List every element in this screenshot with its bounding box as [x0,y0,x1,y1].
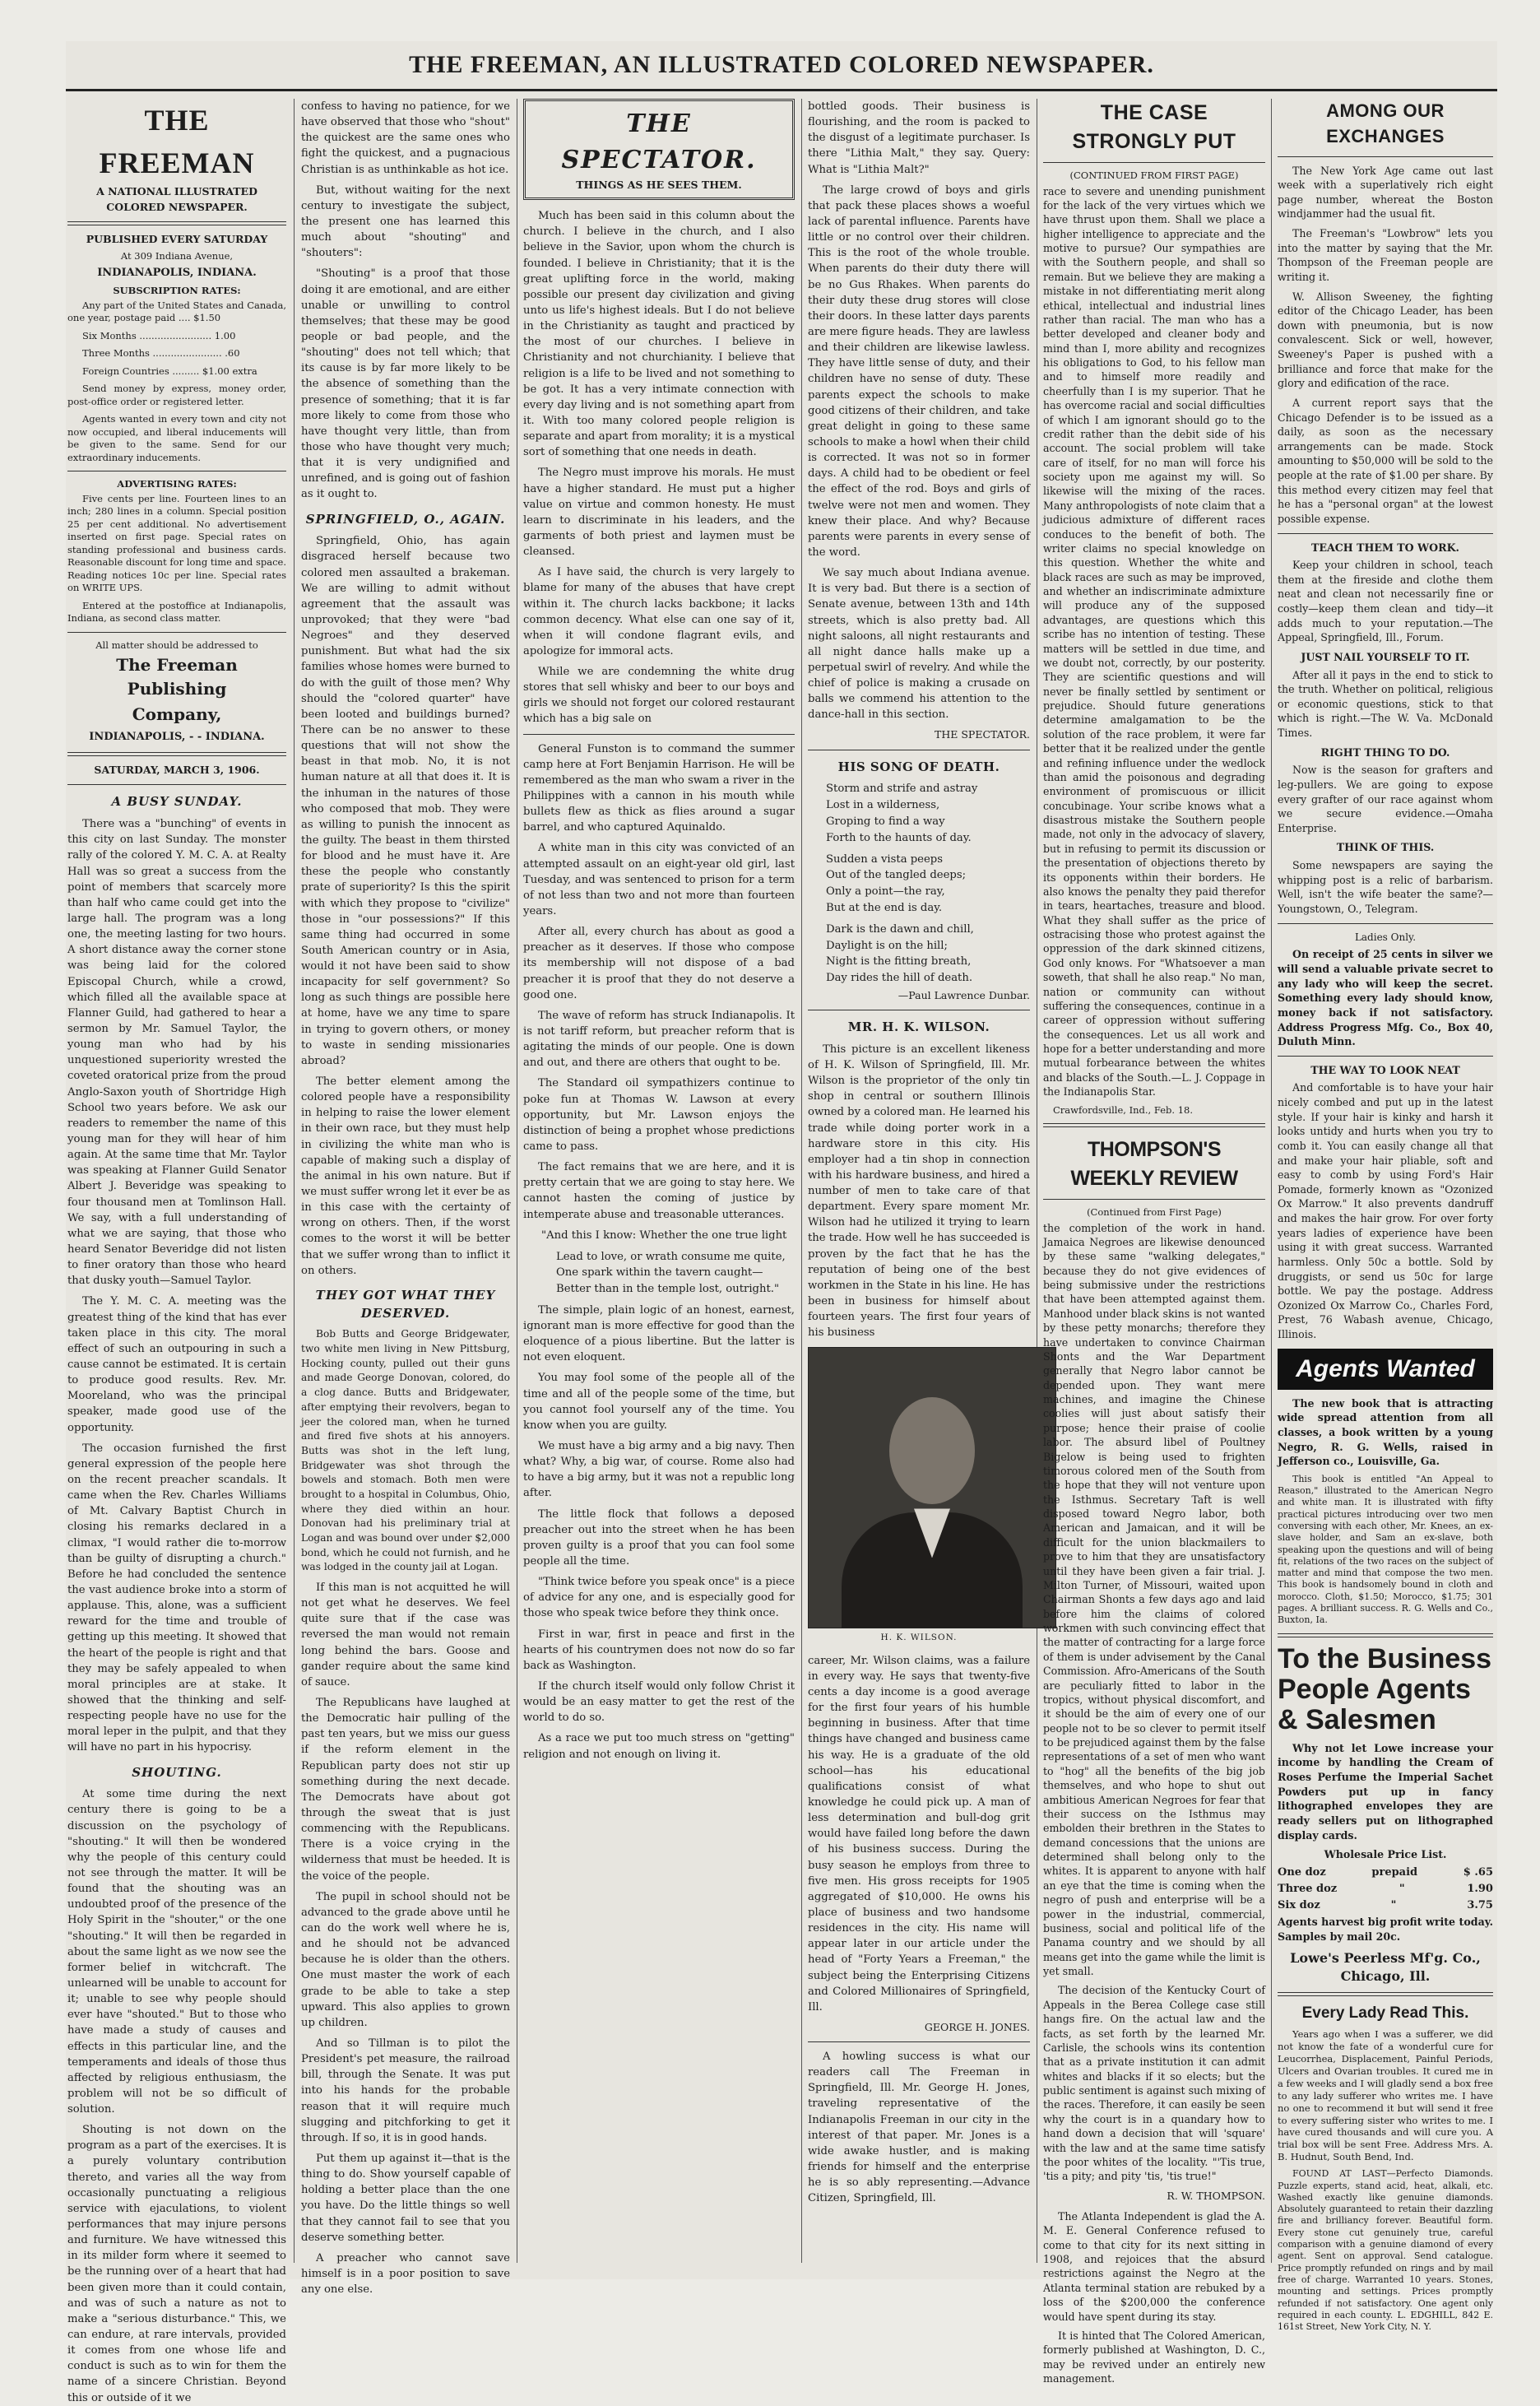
poem-signature: —Paul Lawrence Dunbar. [898,988,1030,1001]
divider [1278,1056,1493,1057]
divider [1278,1992,1493,1996]
heading-think: THINK OF THIS. [1336,841,1435,854]
column-rule [801,99,802,2263]
company-name-2: Company, [132,704,222,725]
article-paragraph: "Shouting" is a proof that those doing it are emotional, and are either unable or unwilling to control themselves; that these may be good people or bad people, and the "shouting" does not tell which; that its cause is by far more likely to be the absence of something than the presence of something; that it is far more likely to come from those who have thought very little, than from those who have thought very much; that it is very undignified and unrefined, and is going out of fashion as it ought to. [301,267,510,501]
article-paragraph: The Negro must improve his morals. He must have a higher standard. He must put a higher value on virtue and common honesty. He must learn to discriminate in his leaders, and the garments of both priest and laymen must be cleansed. [523,467,795,559]
article-paragraph: While we are condemning the white drug stores that sell whisky and beer to our boys and girls we should not forget our colored restaurant which has a big sale on [523,666,795,726]
divider [67,752,286,756]
article-paragraph: At some time during the next century there is going to be a discussion on the psychology of "shouting." It will then be wondered why the people of this century could not see through the matter. It will be found that the shouting was an undoubted proof of the presence of the Holy Spirit in the "shouter," or the one "shouting." It will then be regarded in about the same light as we now see the former belief in witchcraft. The unlearned will be unable to account for it; unable to see why people should ever have "shouted." But to those who have made a study of causes and effects in this particular line, and the temperaments and ideals of those thus affected by religious enthusiasm, the problem will not be so difficult of solution. [67,1788,286,2116]
subscription-line: Any part of the United States and Canada, one year, postage paid .... $1.50 [67,299,286,324]
verse-line: Lead to love, or wrath consume me quite, [556,1250,786,1263]
article-paragraph: As a race we put too much stress on "getting" religion and not enough on living it. [523,1732,795,1761]
article-paragraph: We must have a big army and a big navy. Then what? Why, a big war, of course. Rome also had to have a big army, but it was not a republic long after. [523,1440,795,1500]
poem-heading: HIS SONG OF DEATH. [837,759,1000,774]
spectator-subtitle: THINGS AS HE SEES THEM. [576,179,742,191]
address-line: At 309 Indiana Avenue, [120,249,234,262]
price-row [1278,1898,1493,1913]
divider [1278,156,1493,157]
poem-line: Dark is the dawn and chill, [826,922,974,936]
article-paragraph: First in war, first in peace and first in the hearts of his countrymen does not now do so far back as Washington. [523,1628,795,1672]
article-heading-springfield: SPRINGFIELD, O., AGAIN. [305,511,506,527]
subscription-heading: SUBSCRIPTION RATES: [113,285,241,297]
ad-text-business: Why not let Lowe increase your income by handling the Cream of Roses Perfume the Imperial Sachet Powders put up in fancy lithographed envelopes they are ready sellers put on lithographed display cards. [1278,1741,1493,1842]
poem-line: Forth to the haunts of day. [826,831,972,844]
poem-line: Sudden a vista peeps [826,852,944,866]
price-amount: 1.90 [1467,1882,1493,1895]
price-qty: Six doz [1278,1899,1320,1912]
article-paragraph: The simple, plain logic of an honest, earnest, ignorant man is more effective for good than the eloquence of a pious libertine. But the latter is not even eloquent. [523,1303,795,1364]
portrait-photo [808,1347,1056,1628]
price-row [1278,1865,1493,1880]
article-heading-shouting: SHOUTING. [132,1764,222,1780]
article-paragraph: Bob Butts and George Bridgewater, two white men living in New Pittsburg, Hocking county, pulled out their guns and made George Donovan, colored, do a clog dance. Butts and Bridgewater, after emptying their revolvers, began to jeer the colored man, when he turned and fired five shots at his annoyers. Butts was shot in the left lung, Bridgewater was shot through the bowels and stomach. Both men were brought to a hospital in Columbus, Ohio, where they died within an hour. Donovan had his preliminary trial at Logan and was bound over under $2,000 bond, which he could not furnish, and he was lodged in the county jail at Logan. [301,1328,510,1573]
article-paragraph: As I have said, the church is very largely to blame for many of the abuses that have crept within it. The church lacks backbone; it lacks common decency. What else can one say of it, when it will condone flagrant evils, and apologize for immoral acts. [523,566,795,657]
article-paragraph: Now is the season for grafters and leg-pullers. We are going to expose every grafter of our race against whom we secure evidence.—Omaha Enterprise. [1278,764,1493,834]
verse-line: "And this I know: Whether the one true light [541,1229,787,1242]
column-rule [294,99,295,2263]
spectator-title: THE SPECTATOR. [561,109,757,174]
continued-note: (Continued from First Page) [1087,1206,1222,1219]
article-paragraph: Springfield, Ohio, has again disgraced herself because two colored men assaulted a brakeman. We are willing to admit without agreement that the assault was unprovoked; that they were "bad Negroes" and they deserved punishment. But what had the six families whose homes were burned to do with the guilt of those men? Why should the "colored quarter" have been looted and buildings burned? There can be no answer to these questions that will not show the beast in that mob. No, it is not human nature at all that does it. It is the inhuman in the natures of those who composed that mob. They were as willing to punish the innocent as the guilty. The beast in them thirsted for blood and he must have it. Are these the people who constantly prate of superiority? Is this the spirit with which they propose to "civilize" those in "our possessions?" If this same thing had occurred in some South American country or in Asia, would it not have been said to show incapacity for self government? So long as such things are possible here at home, have we any time to spare in trying to govern others, or money to waste in sending missionaries abroad? [301,535,510,1067]
subscription-line: Send money by express, money order, post-office order or registered letter. [67,383,286,407]
article-paragraph: If the church itself would only follow Christ it would be an easy matter to get the rest of the world to do so. [523,1679,795,1725]
column-1 [67,99,286,2404]
article-paragraph: We say much about Indiana avenue. It is very bad. But there is a section of Senate avenue, between 13th and 14th streets, which is also pretty bad. All night saloons, all night restaurants and all night dance halls make up a perpetual swirl of revelry. And while the chief of police is making a crusade on balls we commend his attention to the dance-hall in this section. [808,567,1030,722]
article-paragraph: After all, every church has about as good a preacher as it deserves. If those who compose its membership will not dispose of a bad preacher it is proof that they do not deserve a good one. [523,926,795,1001]
agents-wanted-banner: Agents Wanted [1278,1349,1493,1390]
column-5 [1043,99,1265,2385]
issue-date: SATURDAY, MARCH 3, 1906. [94,764,260,777]
poem-line: Out of the tangled deeps; [826,869,967,882]
article-heading-deserved: THEY GOT WHAT THEY [315,1287,496,1303]
masthead-rule [66,89,1497,91]
ad-text-look-neat: And comfortable is to have your hair nicely combed and put up in the latest style. If your hair is kinky and harsh it looks untidy and hurts when you try to comb it. You can easily change all that and make your hair pliable, soft and easy to comb by using Ford's Hair Pomade, formerly known as "Ozonized Ox Marrow." It also prevents dandruff and makes the hair grow. For over forty years ladies of experience have been using it with great success. Warranted harmless. Only 50c a bottle. Sold by druggists, or send us 50c for large bottle. We pay the postage. Address Ozonized Ox Marrow Co., Charles Ford, Prest, 76 Wabash avenue, Chicago, Illinois. [1278,1081,1493,1341]
article-paragraph: But, without waiting for the next century to investigate the subject, the present one has learned this much about "shouting" and "shouters": [301,183,510,260]
subscription-line: Three Months ....................... .60 [82,347,240,360]
article-paragraph: The New York Age came out last week with a superlatively rich eight page number, whereat the Boston windjammer had the usual fit. [1278,164,1493,221]
advertising-heading: ADVERTISING RATES: [117,478,237,490]
article-paragraph: The Freeman's "Lowbrow" lets you into the matter by saying that the Mr. Thompson of the Freeman people are writing it. [1278,227,1493,283]
article-paragraph: The large crowd of boys and girls that pack these places shows a woeful lack of parental influence. Parents have little or no control over their children. This is the root of the whole trouble. When parents do their duty there will be no Gus Rhakes. When parents do their duty these drug stores will close their doors. In these latter days parents are mere figure heads. They are lawless and their children are likewise lawless. They have little sense of duty, and their children have no sense of duty. These parents expect the schools to make good citizens of their children, and take great delight in going to these same schools to make a howl when their child is corrected. It was not so in former days. A child had to be obedient or feel the effect of the rod. Boys and girls of twelve were not men and women. They knew their place. And why? Because parents were parents in every sense of the word. [808,183,1030,559]
article-paragraph: The Atlanta Independent is glad the A. M. E. General Conference refused to come to that city for its next sitting in 1908, and rejoices that the absurd restrictions against the Negro at the Atlanta terminal station are rebuked by a loss of the $200,000 the conference would have spent during its stay. [1043,2209,1265,2323]
subscription-line: Agents wanted in every town and city not now occupied, and liberal inducements will be given to the same. Send for our extraordinary inducements. [67,413,286,463]
article-heading-wilson: MR. H. K. WILSON. [847,1020,990,1035]
entered-notice: Entered at the postoffice at Indianapolis, Indiana, as second class matter. [67,599,286,625]
company-city: INDIANAPOLIS, - - INDIANA. [89,731,265,744]
article-paragraph: bottled goods. Their business is flourishing, and the room is packed to the disgust of a legitimate purchaser. Is there "Lithia Malt," they say. Query: What is "Lithia Malt?" [808,100,1030,176]
masthead: THE FREEMAN, AN ILLUSTRATED COLORED NEWSPAPER. [409,51,1154,78]
column-3 [523,99,795,2271]
ad-text-harvest: Agents harvest big profit write today. Samples by mail 20c. [1278,1916,1493,1943]
article-paragraph: General Funston is to command the summer camp here at Fort Benjamin Harrison. He will be remembered as the man who swam a river in the Philippines with a cannon in his mouth while bullets flew as thick as flies around a sugar barrel, and who captured Aquinaldo. [523,742,795,834]
article-signature: GEORGE H. JONES. [924,2020,1030,2033]
article-paragraph: If this man is not acquitted he will not get what he deserves. We feel quite sure that if the case was reversed the man would not remain long behind the bars. Goose and gander require about the same kind of sauce. [301,1582,510,1688]
article-heading-busy-sunday: A BUSY SUNDAY. [111,794,243,810]
addressed-line: All matter should be addressed to [95,639,258,651]
continued-note: (CONTINUED FROM FIRST PAGE) [1069,170,1239,181]
article-paragraph: The wave of reform has struck Indianapolis. It is not tariff reform, but preacher reform that is agitating the minds of our people. One is down and out, and there are others that ought to be. [523,1009,795,1070]
divider [1043,162,1265,163]
divider [1043,1123,1265,1127]
article-paragraph: You may fool some of the people all of the time and all of the people some of the time, but you cannot fool yourself any of the time. You know when you are guilty. [523,1372,795,1432]
subscription-line: Foreign Countries ......... $1.00 extra [82,365,257,377]
poem-line: Groping to find a way [826,815,945,828]
article-paragraph: Keep your children in school, teach them at the fireside and clothe them neat and clean not necessarily fine or costly—keep them clean and tidy—it adds much to your reputation.—The Appeal, Springfield, Ill., Forum. [1278,559,1493,644]
article-paragraph: A current report says that the Chicago Defender is to be issued as a daily, as soon as the necessary arrangements can be made. Stock amounting to $50,000 will be sold to the people at the rate of $1.00 per share. By this method every citizen may feel that he has a "personal organ" at the lowest possible expense. [1278,396,1493,525]
article-paragraph: There was a "bunching" of events in this city on last Sunday. The monster rally of the colored Y. M. C. A. at Realty Hall was so great a success from the point of members that scarcely more than half who came could get into the large hall. The program was a long one, the meeting lasting for two hours. A short distance away the corner stone was being laid for the colored Episcopal Church, while a crowd, which filled all the available space at Flanner Guild, had gathered to hear a sermon by Mr. Samuel Taylor, the young man who had by his unquestioned superiority wrested the coveted oratorical prize from the proud Anglo-Saxon youth of Shortridge High School two years before. We ask our readers to remember the name of this young man for they will hear of him again. At the same time that Mr. Taylor was speaking at Flanner Guild Senator Albert J. Beveridge was speaking to four thousand men at Tomlinson Hall. We say, with a full understanding of what we are saying, that those who heard Senator Beveridge did not listen to finer oratory than those who heard that dusky youth—Samuel Taylor. [67,818,286,1288]
article-paragraph: This picture is an excellent likeness of H. K. Wilson of Springfield, Ill. Mr. Wilson is the proprietor of the only tin shop in central or southern Illinois owned by a colored man. He learned his trade while doing porter work in a hardware store in this city. His employer had a tin shop in connection with his hardware business, and hired a number of men to take care of that department. Every spare moment Mr. Wilson had he utilized it trying to learn the trade. How well he has succeeded is proven by the fact that he has the reputation of being one of the best workmen in the State in his line. He has been in business for himself about fourteen years. The first four years of his business [808,1043,1030,1340]
poem-line: Daylight is on the hill; [826,939,948,952]
spectator-banner [523,99,795,200]
photo-caption: H. K. WILSON. [880,1633,958,1643]
address-city: INDIANAPOLIS, INDIANA. [97,267,257,280]
article-paragraph: It is hinted that The Colored American, formerly published at Washington, D. C., may be revived under an entirely new management. [1043,2329,1265,2385]
article-paragraph: The Y. M. C. A. meeting was the greatest thing of the kind that has ever taken place in this city. The moral effect of such an outpouring in such a cause cannot be estimated. It is certain to produce good results. Rev. Mr. Mooreland, who was the principal speaker, made good use of the opportunity. [67,1295,286,1434]
article-paragraph: A howling success is what our readers call The Freeman in Springfield, Ill. Mr. George H. Jones, traveling representative of the Indianapolis Freeman in our city in the interest of that paper. Mr. Jones is a wide awake hustler, and is making friends for himself and the enterprise he is so ably representing.—Advance Citizen, Springfield, Ill. [808,2051,1030,2205]
price-qty: Three doz [1278,1882,1338,1895]
price-note: " [1399,1882,1405,1895]
article-paragraph: Some newspapers are saying the whipping post is a relic of barbarism. Well, isn't the wife beater the same?—Youngstown, O., Telegram. [1278,859,1493,915]
article-paragraph: The fact remains that we are here, and it is pretty certain that we are going to stay here. We cannot hasten the coming of justice by intemperate abuse and treasonable utterances. [523,1161,795,1221]
review-signature: R. W. THOMPSON. [1167,2189,1265,2202]
advertising-text: Five cents per line. Fourteen lines to an inch; 280 lines in a column. Special position 25 per cent additional. No advertisement inserted on first page. Special rates on standing professional and business cards. Reasonable discount for long time and space. Reading notices 10c per line. Special rates on WRITE UPS. [67,492,286,594]
article-paragraph: Shouting is not down on the program as a part of the exercises. It is a purely voluntary contribution thereto, and varies all the way from occasionally punctuating a religious service with ejaculations, to violent performances that may injure persons and furniture. We have witnessed this in its milder form where it seemed to be the running over of a heart that had been given more than it could contain, and was of such a nature as not to make a "serious disturbance." This, we can endure, at rare intervals, provided it comes from one whose life and conduct is such as to win for them the name of a sincere Christian. Beyond this or outside of it we [67,2124,286,2404]
price-note: prepaid [1371,1865,1418,1879]
price-row [1278,1882,1493,1897]
price-amount: $ .65 [1463,1865,1493,1879]
price-list-heading: Wholesale Price List. [1324,1848,1447,1861]
poem-line: Day rides the hill of death. [826,972,973,985]
divider [1043,1199,1265,1200]
article-paragraph: career, Mr. Wilson claims, was a failure in every way. He says that twenty-five cents a day income is a good average for the first four years of his humble beginning in business. After that time things have changed and business came his way. He is a graduate of the old school—has his educational qualifications consist of what knowledge he could pick up. A man of less determination and bull-dog grit would have failed long before the dawn of his business success. During the busy season he employs from three to five men. His gross receipts for 1905 aggregated of $10,000. He owns his place of business and two handsome residences in the city. His name will appear later in our article under the head of "Forty Years a Freeman," the subject being the Enterprising Citizens and Colored Millionaires of Springfield, Ill. [808,1654,1030,2014]
column-4 [808,99,1030,2271]
article-paragraph: Put them up against it—that is the thing to do. Show yourself capable of holding a better place than the one you have. Do the little things so well that they cannot fail to see that you deserve something better. [301,2152,510,2244]
divider [1278,1633,1493,1637]
article-paragraph: The occasion furnished the first general expression of the people here on the recent preacher scandals. It came when the Rev. Charles Williams of Mt. Calvary Baptist Church in closing his remarks declared in a climax, "I would rather die to-morrow than be guilty of disrupting a church." Before he had concluded the sentence the vast audience broke into a storm of applause. This, alone, was a sufficient reward for the time and trouble of getting up this meeting. It showed that the heart of the people is right and that they may be safely appealed to when moral principles are at stake. It showed that the thinking and self-respecting people have no use for the moral leper in the pulpit, and that they will have no part in his hypocrisy. [67,1442,286,1754]
article-paragraph: The better element among the colored people have a responsibility in helping to raise the lower element in their own race, but they must help in civilizing the white man who is capable of making such a display of the animal in his own nature. But if we must suffer wrong let it ever be as in this case with the certainty of wrong on others. Then, if the worst comes to the worst it will be better that we suffer wrong than to inflict it on others. [301,1075,510,1277]
article-paragraph: The little flock that follows a deposed preacher out into the street when he has been proven guilty is a proof that you can fool some people all the time. [523,1507,795,1568]
poem-line: Storm and strife and astray [826,783,978,796]
ad-heading-look-neat: THE WAY TO LOOK NEAT [1310,1063,1460,1076]
poem-line: Only a point—the ray, [826,885,945,899]
ad-text-ladies: On receipt of 25 cents in silver we will send a valuable private secret to any lady who will keep the secret. Something every lady should know, money back if not satisfactory. Address Progress Mfg. Co., Box 40, Duluth Minn. [1278,948,1493,1048]
ad-heading-ladies: Ladies Only. [1354,931,1417,943]
divider [808,2041,1030,2042]
article-paragraph: "Think twice before you speak once" is a piece of advice for any one, and is especially good for those who speak twice before they think once. [523,1576,795,1620]
ad-text-agents: The new book that is attracting wide spread attention from all classes, a book written by a young Negro, R. G. Wells, raised in Jefferson co., Louisville, Ga. [1278,1396,1493,1468]
heading-nail: JUST NAIL YOURSELF TO IT. [1301,650,1470,663]
article-heading-deserved-2: DESERVED. [360,1305,451,1321]
dateline: Crawfordsville, Ind., Feb. 18. [1053,1103,1193,1116]
article-paragraph: A white man in this city was convicted of an attempted assault on an eight-year old girl, last Tuesday, and was sentenced to prison for a term of not less than two and not more than fourteen years. [523,842,795,918]
company-name: The Freeman Publishing [116,655,238,699]
divider [1278,923,1493,924]
article-paragraph: And so Tillman is to pilot the President's pet measure, the railroad bill, through the Senate. It was put into his hands for the probable reason that it will require much slugging and pitchforking to get it through. If so, it is in good hands. [301,2037,510,2144]
newspaper-page [66,41,1497,2404]
ad-text-every-lady: Years ago when I was a sufferer, we did not know the fate of a wonderful cure for Leucorrhea, Displacement, Painful Periods, Ulcers and Ovarian troubles. It cured me in a few weeks and I will gladly send a box free to any lady sufferer who writes me. I have no one to recommend it but will send it free to every suffering sister who writes to me. I have cured thousands and will cure you. A trial box will be sent Free. Address Mrs. A. B. Hudnut, South Bend, Ind. [1278,2027,1493,2163]
divider [523,734,795,735]
ad-text-found-at-last: FOUND AT LAST—Perfecto Diamonds. Puzzle experts, stand acid, heat, alkali, etc. Washed exactly like genuine diamonds. Absolutely guaranteed to retain their dazzling fire and brilliancy forever. Beautiful form. Every stone cut genuinely true, careful comparison with a genuine diamond of every agent. Sent on approval. Send catalogue. Price promptly refunded on rings and by mail free of charge. Warranted 10 years. Stones, mounting and settings. Prices promptly refunded if not satisfactory. One agent only required in each county. L. EDGHILL, 842 E. 161st Street, New York City, N. Y. [1278,2168,1493,2333]
divider [1278,533,1493,534]
article-paragraph: The pupil in school should not be advanced to the grade above until he can do the work well where he is, and he should not be advanced because he is older than the others. One must master the work of each grade to be able to take a step upward. This also applies to grown up children. [301,1890,510,2029]
ad-heading-business: To the Business People Agents & Salesmen [1278,1642,1492,1736]
published-line: PUBLISHED EVERY SATURDAY [86,232,268,245]
article-paragraph: A preacher who cannot save himself is in a poor position to save any one else. [301,2251,510,2297]
article-heading-case: THE CASE STRONGLY PUT [1072,101,1236,153]
column-2 [301,99,510,2297]
column-6 [1278,99,1493,2333]
price-qty: One doz [1278,1865,1326,1879]
poem-line: Lost in a wilderness, [826,799,940,812]
paper-subtitle: A NATIONAL ILLUSTRATED [96,185,257,198]
ad-heading-every-lady: Every Lady Read This. [1301,2004,1469,2023]
price-amount: 3.75 [1467,1899,1493,1912]
paper-subtitle-2: COLORED NEWSPAPER. [106,200,248,213]
subscription-line: Six Months ........................ 1.00 [82,329,236,341]
portrait-face [889,1397,975,1504]
price-note: " [1390,1899,1397,1912]
paper-title: THE FREEMAN [99,104,255,180]
article-paragraph: The decision of the Kentucky Court of Appeals in the Berea College case still hangs fire. On the actual law and the facts, as set forth by the learned Mr. Carlisle, the schools wins its contention that as a private institution it can admit whites and blacks if it so elects; but the public sentiment is against such mixing of the races. Therefore, it can easily be seen why the court is in a quandary how to hand down a decision that will 'square' with the law and at the same time satisfy the poor whites of the locality. "'Tis true, 'tis a pity; and pity 'tis, 'tis true!" [1043,1984,1265,2183]
heading-teach: TEACH THEM TO WORK. [1311,541,1459,554]
divider [67,632,286,633]
heading-right: RIGHT THING TO DO. [1320,745,1450,759]
ad-text-book: This book is entitled "An Appeal to Reason," illustrated to the American Negro and white man. It is illustrated with fifty practical pictures introducing over two men conversing with each other, Mr. Knees, an ex-slave holder, and Sam an ex-slave, both speaking upon the questions and will of being fit, relations of the two races on the subject of matter and mind that compose the two men. This book is handsomely bound in cloth and morocco. Cloth, $1.50; Morocco, $1.75; 301 pages. A brilliant success. R. G. Wells and Co., Buxton, Ia. [1278,1473,1493,1626]
article-paragraph: confess to having no patience, for we have observed that those who "shout" the quickest are the same ones who fight the quickest, and a pugnacious Christian is as unthinkable as hot ice. [301,100,510,176]
verse-line: Better than in the temple lost, outright." [556,1283,780,1296]
article-heading-exchanges: AMONG OUR EXCHANGES [1326,100,1445,146]
article-paragraph: Much has been said in this column about the church. I believe in the church, and I also believe in the Savior, upon whom the church is founded. I believe in Christianity; that it is the great uplifting force in the world, making possible our present day civilization and giving unto us life's highest ideals. But I do not believe in the Christianity as taught and practiced by the most of our churches. I believe in Christianity and not churchianity. I believe that religion is a life to be lived and not something to be got. It has a very intimate connection with every day living and is not something apart from it. With too many colored people religion is separate and apart from morality; it is a mystical sort of something that one needs in death. [523,210,795,459]
verse-line: One spark within the tavern caught— [556,1266,763,1280]
article-paragraph: The Republicans have laughed at the Democratic hair pulling of the past ten years, but we miss our guess if the reform element in the Republican party does not stir up something during the next decade. The Democrats have about got through the sweat that is just commencing with the Republicans. There is a voice crying in the wilderness that must be heeded. It is the voice of the people. [301,1697,510,1883]
article-paragraph: The Standard oil sympathizers continue to poke fun at Thomas W. Lawson at every opportunity, but Mr. Lawson enjoys the distinction of being a prophet whose predictions came to pass. [523,1077,795,1153]
divider [67,784,286,785]
poem-line: Night is the fitting breath, [826,955,972,968]
column-rule [1271,99,1272,2263]
article-paragraph: W. Allison Sweeney, the fighting editor of the Chicago Leader, has been down with pneumonia, but is now convalescent. Sick or well, however, Sweeney's Paper is pushed with a brilliance and force that make for the glory and edification of the race. [1278,290,1493,390]
divider [67,221,286,225]
poem-line: But at the end is day. [826,901,943,914]
article-heading-review: THOMPSON'S WEEKLY REVIEW [1070,1138,1238,1190]
ad-company-lowe: Lowe's Peerless Mf'g. Co., Chicago, Ill. [1290,1949,1481,1984]
spectator-signature: THE SPECTATOR. [935,728,1030,741]
article-paragraph: the completion of the work in hand. Jamaica Negroes are likewise denounced by these same "walking delegates," because they do not give evidences of being submissive under the restrictions that have been attempted against them. Manhood under black skins is not wanted by these petty monarchs; therefore they have undertaken to convince Chairman Shonts and the War Department generally that Negro labor cannot be depended upon. They want mere machines, and imagine the Chinese coolies will just about satisfy their purpose; hence their praise of coolie labor. The absurd libel of Poultney Bigelow is being used to frighten timorous colored men of the South from the hope that they will not venture upon the Isthmus. Secretary Taft is well disposed toward Negro labor, both American and Jamaican, and it will be difficult for the union blackmailers to prove to him that they are unsatisfactory until they have been given a fair trial. J. Milton Turner, of Missouri, waited upon Chairman Shonts a few days ago and laid before him the claims of colored workmen with such convincing effect that the matter of contracting for a large force of them is under advisement by the Canal Commission. Afro-Americans of the South are peculiarly fitted to labor in the tropics, without physical discomfort, and it should be the aim of every one of our people not to be so clever to permit itself to be prejudiced against them by the false representations of a set of men who want to "hog" all the benefits of the big job themselves, and who hope to shut out ambitious American Negroes for fear that their success on the Isthmus may embolden their brethren in the States to demand concessions that the unions are determined shall belong only to the whites. It is apparent to anyone with half an eye that the time is coming when the negro of push and enterprise will be a power in the industrial, commercial, business, social and political life of the Panama country and we should by all means get into the game while the limit is yet small. [1043,1221,1265,1978]
article-paragraph: race to severe and unending punishment for the lack of the very virtues which we have thrust upon them. Shall we place a higher intelligence to appreciate and the motive to pursue? Our sympathies are with the Southern people, and shall so remain. But we believe they are making a mistake in not differentiating merit along ethical, intellectual and industrial lines rather than racial. The man who has a better developed and cleaner body and mind than I, more ability and recognizes his obligations to God, to his fellow man and to himself more readily and cheerfully than I is my superior. That he has overcome racial and social difficulties of which I am ignorant should go to the credit rather than the debit side of his account. The social problem will take care of itself, for no man will force his society upon me against my will. So likewise will the mixing of the races. Many anthropologists of note claim that a judicious admixture of different races conduces to the benefit of both. The writer claims no special knowledge on this question. Whether the white and black races are such as may be improved, and whether an indiscriminate admixture will produce any of the supposed advantages, are questions which this scribe has no intention of testing. These matters will be settled in due time, and we doubt not, correctly, by our posterity. They are scientific questions and will never be finally settled by sentiment or prejudice. Should future generations determine amalgamation to be the solution of the race problem, it were far better that it be realized under the gentle and refining influence under the wedlock than amid the poisonous and degrading environment of promiscuous or illicit concubinage. Your scribe knows what a disastrous mistake the Southern people made, not only in the advocacy of slavery, but in refusing to permit its discussion or the presentation of objections thereto by its opponents within their borders. He also knows the penalty they paid therefor in tears, heartaches, treasure and blood. What they shall suffer as the price of ostracising those who protest against the oppression of the dark skinned citizens, God only knows. For "Whatsoever a man soweth, that shall he also reap." No man, nation or community can without suffering the consequences, continue in a career of oppression without suffering the consequences. Let us all work and hope for a better understanding and more mutual forbearance between the whites and blacks of the South.—L. J. Coppage in the Indianapolis Star. [1043,184,1265,1098]
article-paragraph: After all it pays in the end to stick to the truth. Whether on political, religious or economic questions, stick to that which is right.—The W. Va. McDonald Times. [1278,668,1493,740]
